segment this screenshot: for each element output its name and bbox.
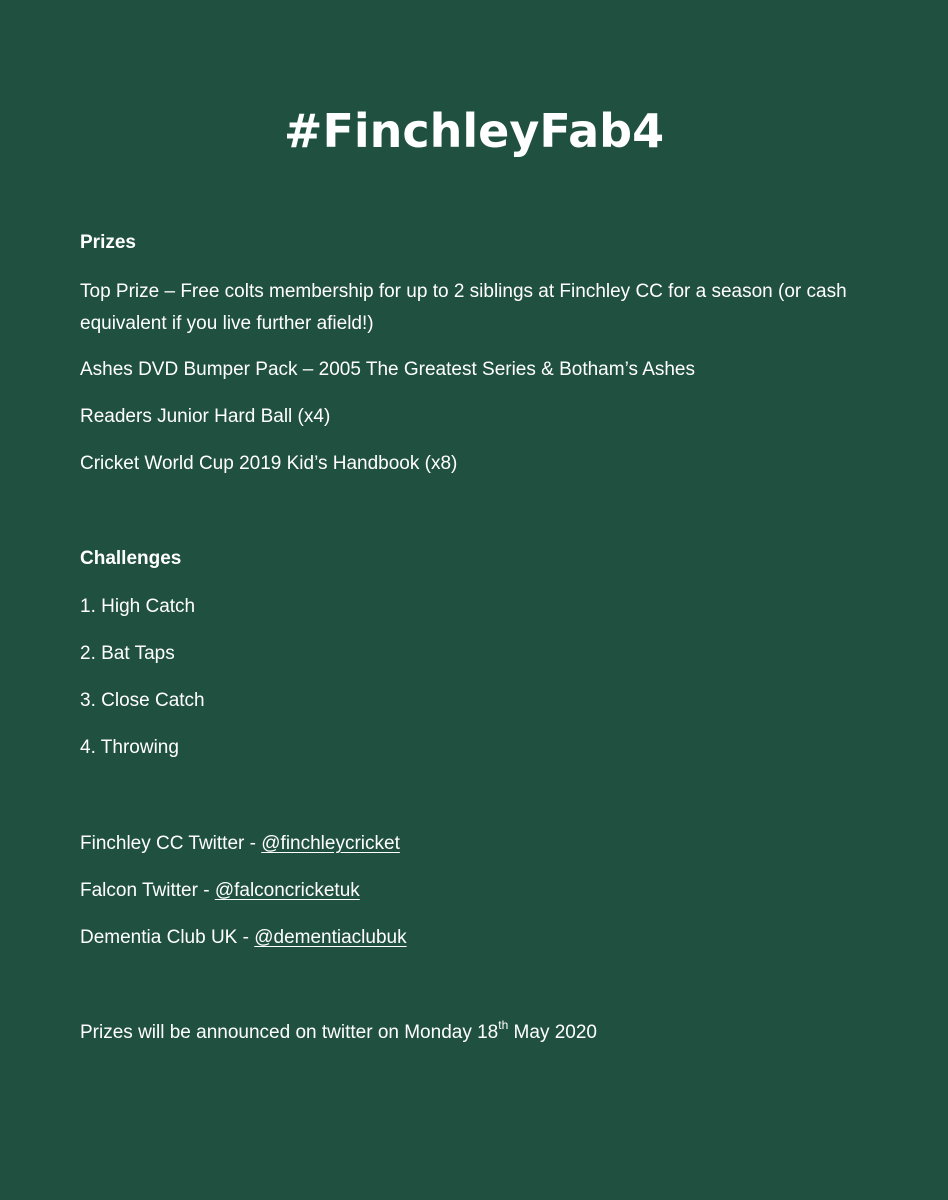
prizes-heading: Prizes [80,232,136,253]
social-falcon [80,875,360,907]
challenge-item: 1. High Catch [80,596,196,617]
prize-item-ball: Readers Junior Hard Ball (x4) [80,406,331,427]
page-title: #FinchleyFab4 [283,104,665,158]
challenge-item: 3. Close Catch [80,690,205,711]
social-label: Dementia Club UK - [80,927,255,948]
challenge-item: 2. Bat Taps [80,643,175,664]
announcement-text-end: May 2020 [508,1022,597,1043]
social-label: Finchley CC Twitter - [80,833,262,854]
social-dementia [80,922,407,954]
dementia-twitter-link[interactable]: @dementiaclubuk [254,927,407,948]
falcon-twitter-link[interactable]: @falconcricketuk [214,880,360,901]
announcement [80,1017,597,1049]
ordinal-suffix: th [498,1017,509,1032]
challenges-heading: Challenges [80,548,182,569]
prize-item-dvd: Ashes DVD Bumper Pack – 2005 The Greatest Series & Botham’s Ashes [80,359,695,380]
challenge-item: 4. Throwing [80,737,179,758]
announcement-text: Prizes will be announced on twitter on Monday 18 [80,1022,499,1043]
social-finchley [80,828,400,860]
prize-item-top: Top Prize – Free colts membership for up to 2 siblings at Finchley CC for a season (or cash equivalent if you live further afield!) [80,281,847,334]
prize-item-handbook: Cricket World Cup 2019 Kid’s Handbook (x8) [80,453,458,474]
social-label: Falcon Twitter - [80,880,215,901]
finchley-twitter-link[interactable]: @finchleycricket [261,833,400,854]
